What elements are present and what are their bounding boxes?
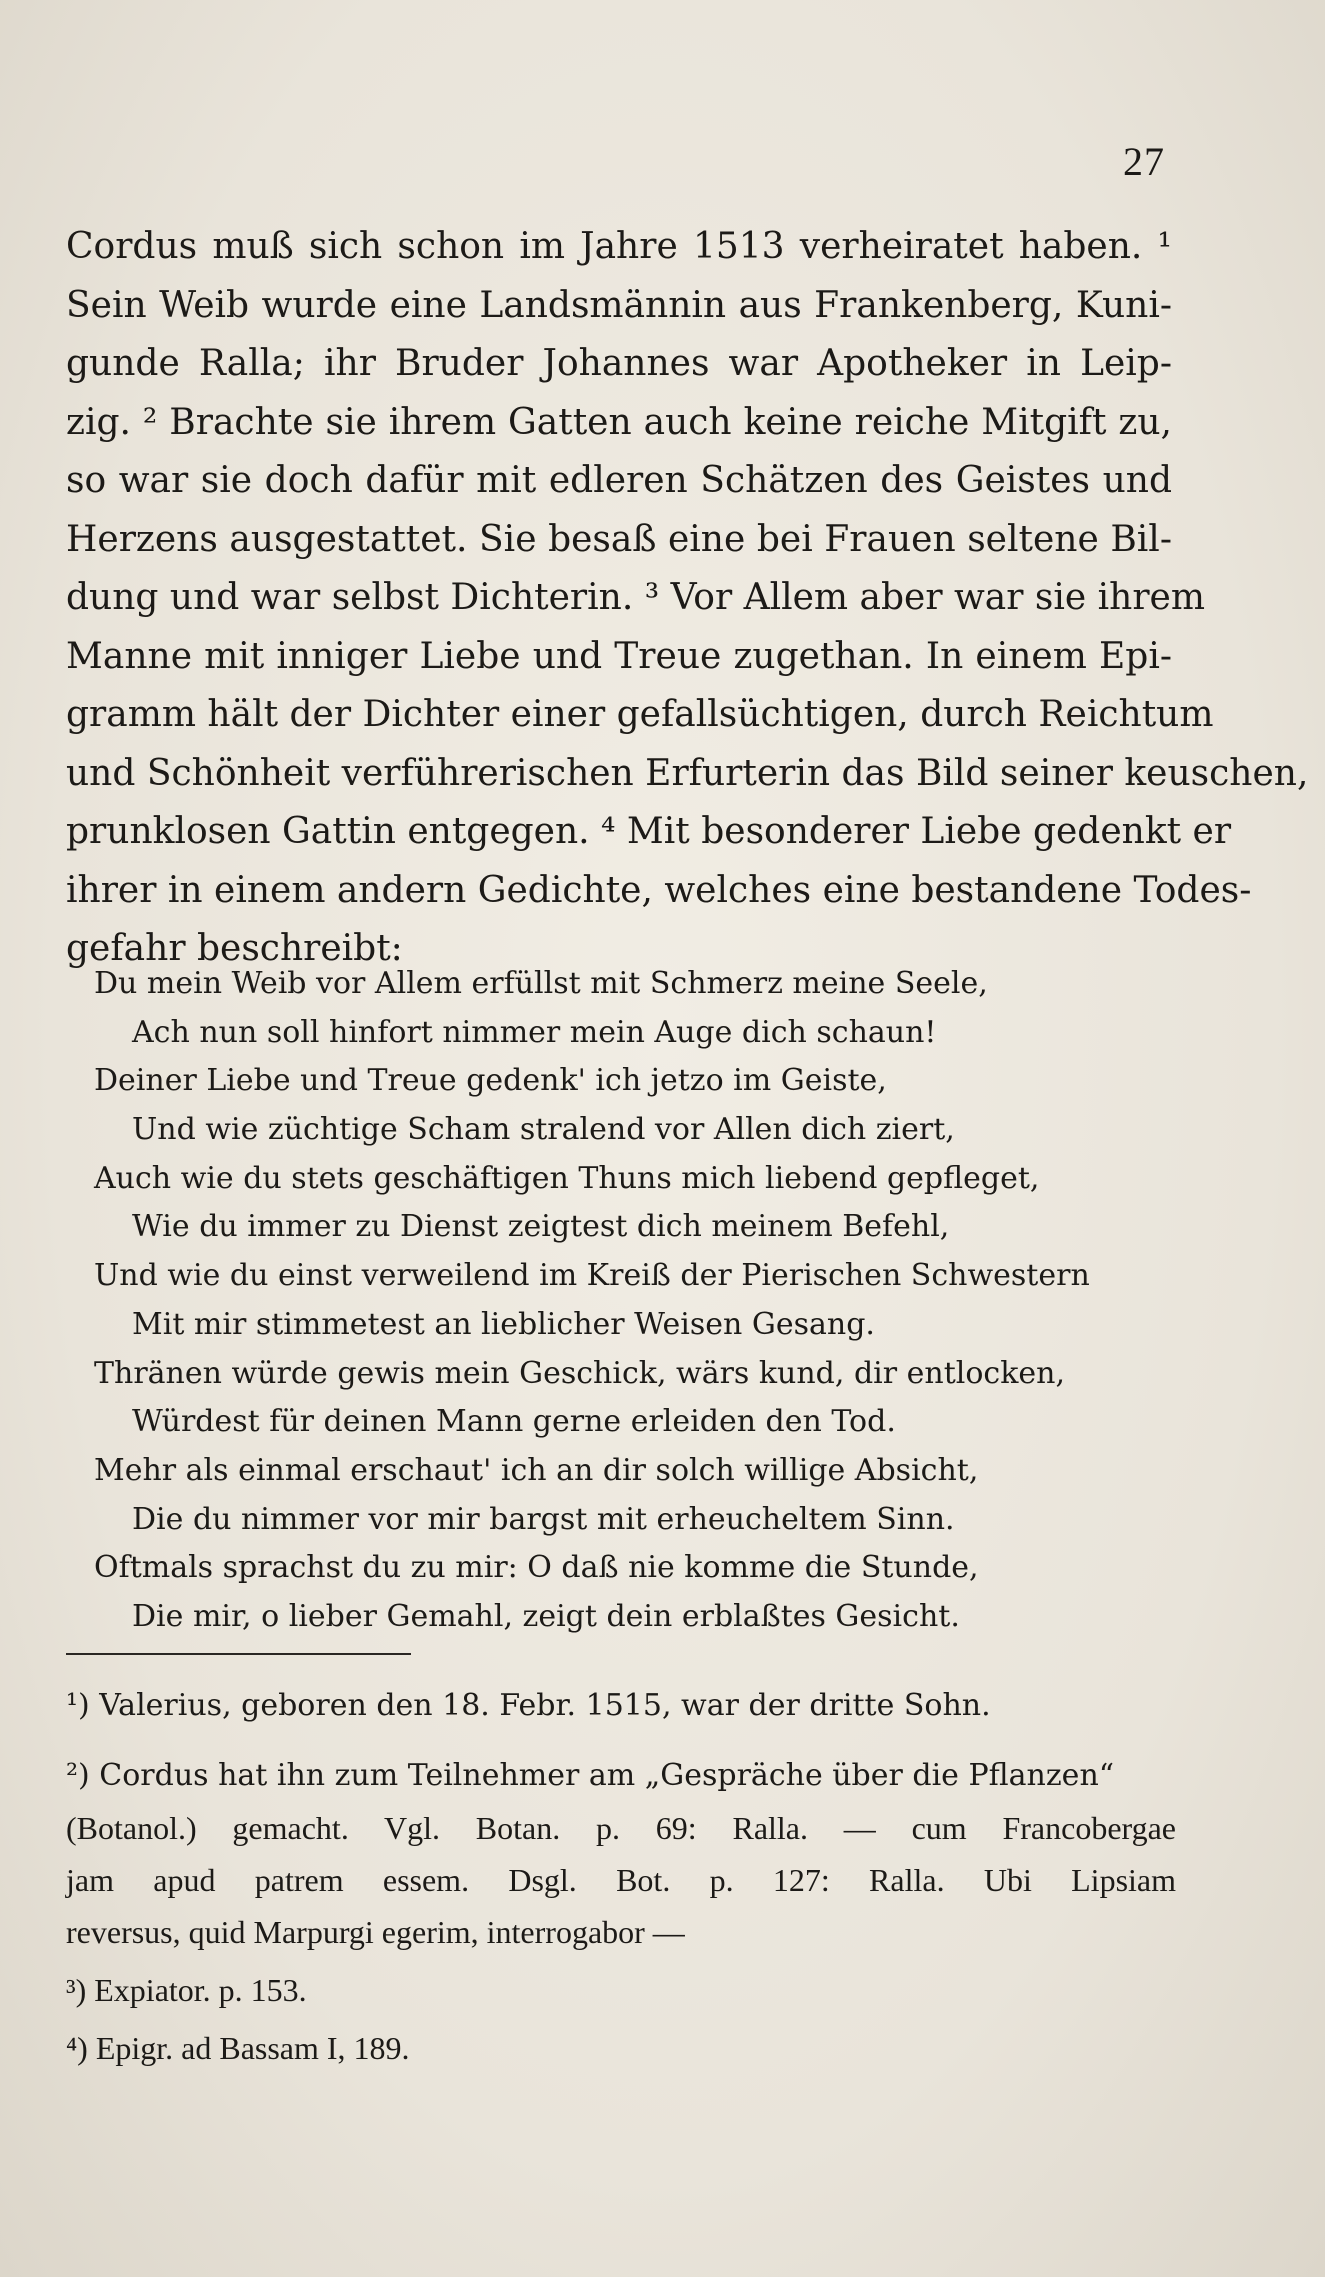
body-line: dung und war selbst Dichterin. ³ Vor Allem aber war sie ihrem	[66, 577, 1205, 618]
body-line: Manne mit inniger Liebe und Treue zugethan. In einem Epi-	[66, 635, 1172, 677]
poem-verse: Die du nimmer vor mir bargst mit erheucheltem Sinn.	[132, 1501, 955, 1537]
footnote-2-line: ²) Cordus hat ihn zum Teilnehmer am „Gespräche über die Pflanzen“	[66, 1758, 1115, 1793]
footnote-1: ¹) Valerius, geboren den 18. Febr. 1515, war der dritte Sohn.	[66, 1688, 991, 1723]
poem-verse: Deiner Liebe und Treue gedenk' ich jetzo im Geiste,	[94, 1063, 887, 1099]
body-line: Herzens ausgestattet. Sie besaß eine bei Frauen seltene Bil-	[66, 518, 1172, 560]
poem-verse: Und wie züchtige Scham stralend vor Allen dich ziert,	[132, 1112, 955, 1148]
poem	[66, 960, 1176, 1642]
poem-verse: Die mir, o lieber Gemahl, zeigt dein erblaßtes Gesicht.	[132, 1598, 960, 1634]
body-line: so war sie doch dafür mit edleren Schätzen des Geistes und	[66, 460, 1172, 501]
footnote-4: ⁴) Epigr. ad Bassam I, 189.	[66, 2030, 410, 2066]
footnote-2-line: (Botanol.) gemacht. Vgl. Botan. p. 69: Ralla. — cum Francobergae	[66, 1810, 1176, 1846]
body-line: zig. ² Brachte sie ihrem Gatten auch keine reiche Mitgift zu,	[66, 401, 1172, 443]
poem-verse: Ach nun soll hinfort nimmer mein Auge dich schaun!	[132, 1014, 937, 1050]
poem-verse: Würdest für deinen Mann gerne erleiden den Tod.	[132, 1404, 896, 1440]
body-line: Sein Weib wurde eine Landsmännin aus Frankenberg, Kuni-	[66, 284, 1172, 326]
footnotes	[66, 1680, 1176, 2074]
footnote-2-line: reversus, quid Marpurgi egerim, interrogabor —	[66, 1914, 685, 1950]
footnote-3: ³) Expiator. p. 153.	[66, 1972, 307, 2008]
body-text	[66, 218, 1309, 979]
body-line: prunklosen Gattin entgegen. ⁴ Mit besonderer Liebe gedenkt er	[66, 811, 1232, 852]
poem-verse: Und wie du einst verweilend im Kreiß der Pierischen Schwestern	[94, 1258, 1090, 1294]
poem-verse: Thränen würde gewis mein Geschick, wärs kund, dir entlocken,	[94, 1355, 1066, 1391]
poem-verse: Mehr als einmal erschaut' ich an dir solch willige Absicht,	[94, 1452, 979, 1488]
poem-verse: Mit mir stimmetest an lieblicher Weisen Gesang.	[132, 1306, 875, 1342]
footnote-2-line: jam apud patrem essem. Dsgl. Bot. p. 127: Ralla. Ubi Lipsiam	[66, 1862, 1176, 1898]
body-line: gefahr beschreibt:	[66, 928, 403, 969]
body-line: gunde Ralla; ihr Bruder Johannes war Apotheker in Leip-	[66, 343, 1172, 384]
poem-verse: Wie du immer zu Dienst zeigtest dich meinem Befehl,	[132, 1209, 950, 1245]
body-line: ihrer in einem andern Gedichte, welches eine bestandene Todes-	[66, 869, 1252, 911]
page-number: 27	[1123, 139, 1165, 184]
poem-verse: Du mein Weib vor Allem erfüllst mit Schmerz meine Seele,	[94, 966, 988, 1001]
body-line: gramm hält der Dichter einer gefallsüchtigen, durch Reichtum	[66, 694, 1214, 735]
poem-verse: Auch wie du stets geschäftigen Thuns mich liebend gepfleget,	[94, 1160, 1040, 1196]
body-line: Cordus muß sich schon im Jahre 1513 verheiratet haben. ¹	[66, 226, 1172, 267]
footnote-divider	[66, 1653, 411, 1655]
poem-verse: Oftmals sprachst du zu mir: O daß nie komme die Stunde,	[94, 1550, 979, 1586]
body-line: und Schönheit verführerischen Erfurterin das Bild seiner keuschen,	[66, 752, 1309, 794]
